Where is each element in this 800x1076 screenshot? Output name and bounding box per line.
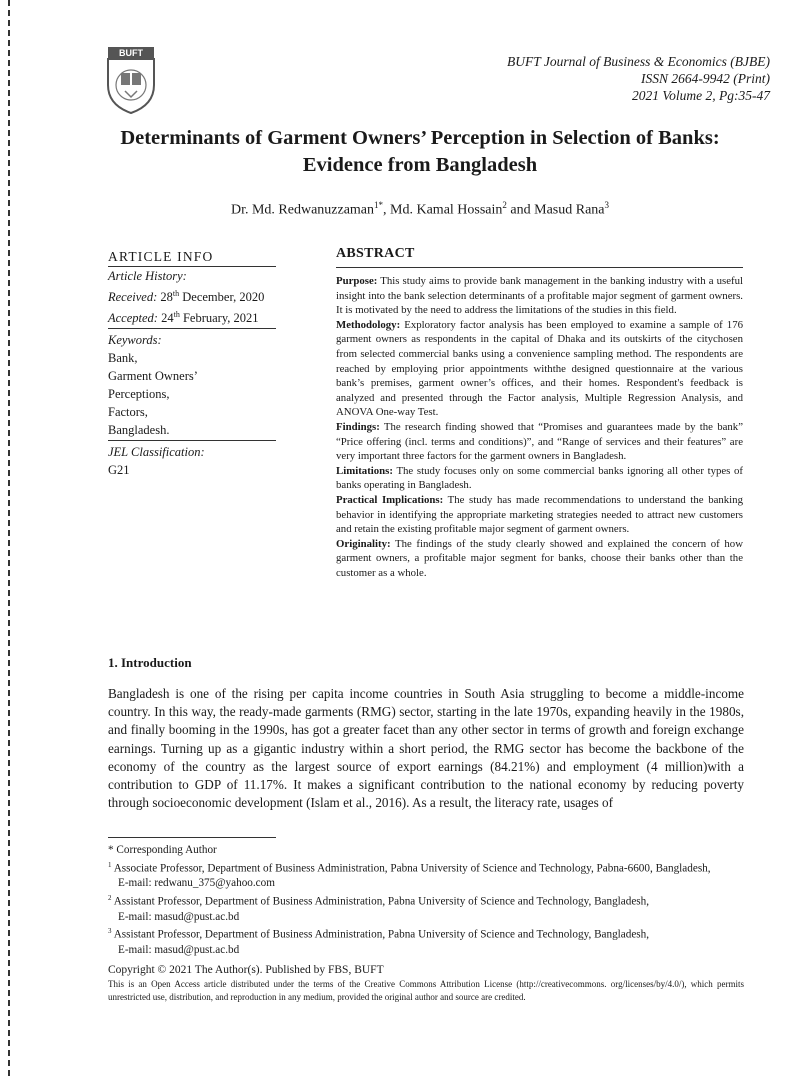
limitations-text: The study focuses only on some commercial banks ignoring all other types of banks operating in Bangladesh. [336,464,743,492]
accepted-label: Accepted: [108,311,158,326]
footnote-3-mark: 3 [108,927,112,936]
abstract-methodology [336,318,743,420]
footnote-1-email: E-mail: redwanu_375@yahoo.com [118,877,275,890]
abstract-findings [336,420,743,464]
footnote-3-text: Assistant Professor, Department of Business Administration, Pabna University of Science and Technology, Bangladesh, [113,929,650,942]
title-line-1: Determinants of Garment Owners’ Perception in Selection of Banks: [120,127,720,149]
accepted-day: 24 [161,311,174,326]
keyword-item: Perceptions, [108,387,170,402]
journal-issn: ISSN 2664-9942 (Print) [641,71,770,86]
logo-text: BUFT [119,48,143,58]
abstract-section [336,246,743,580]
divider [108,440,276,441]
license-text: This is an Open Access article distributed under the terms of the Creative Commons Attribution License (http://creativecommons. org/licenses/by/4.0/), which permits unrestricted use, distribution, and reproduction in any medium, provided the original author and source are credited. [108,979,744,1002]
accepted-rest: February, 2021 [182,311,259,326]
keyword-item: Bank, [108,351,138,366]
title-line-2: Evidence from Bangladesh [302,154,538,176]
introduction-heading: 1. Introduction [108,655,192,670]
author-2: Md. Kamal Hossain [390,202,503,218]
article-info-heading: ARTICLE INFO [108,248,276,267]
originality-label: Originality: [336,537,391,550]
keyword-item: Garment Owners’ [108,369,198,384]
footnote-3-email: E-mail: masud@pust.ac.bd [118,943,240,956]
copyright-block [108,963,744,1003]
findings-text: The research finding showed that “Promises and guarantees made by the bank” “Price offering (incl. terms and conditions)”, and “Range of services and their features” are very important three factors for the garment owners in Bangladesh. [336,420,743,463]
received-suffix: th [172,289,180,298]
keyword-item: Bangladesh. [108,423,170,438]
footnote-2-mark: 2 [108,894,112,903]
author-separator: and [506,202,535,218]
methodology-label: Methodology: [336,318,401,331]
accepted-date [108,306,276,327]
footnote-2 [108,891,744,910]
purpose-label: Purpose: [336,275,378,287]
limitations-label: Limitations: [336,464,393,477]
methodology-text: Exploratory factor analysis has been employed to examine a sample of 176 garment owners as respondents in the capital of Dhaka and its outskirts of the citychosen from selected commercial banks using a convenience sampling method. The respondents are reached by employing prior appointments withthe designed questionnaire at the various bank’s premises, garment owner’s offices, and their homes. Respondent's feedback is analyzed and presented through the Factor analysis, Multiple Regression Analysis, and ANOVA One-way Test. [336,318,744,419]
practical-text: The study has made recommendations to understand the banking behavior in identifying the appropriate marketing strategies needed to attract new customers and retain the existing profitable major segment of garment owners. [336,493,743,536]
abstract-limitations [336,464,743,493]
journal-info [507,53,770,104]
journal-volume: 2021 Volume 2, Pg:35-47 [632,88,770,103]
originality-text: The findings of the study clearly showed and explained the concern of how garment owners, a profitable major segment for banks, choose their banks other than the customer as a whole. [336,537,743,579]
findings-label: Findings: [336,420,380,433]
jel-label: JEL Classification: [108,445,205,460]
abstract-originality [336,537,743,581]
author-1: Dr. Md. Redwanuzzaman [230,202,375,218]
practical-label: Practical Implications: [336,493,444,506]
jel-value: G21 [108,463,130,478]
footnote-1 [108,858,744,877]
abstract-purpose [336,274,743,318]
footnote-2-email: E-mail: masud@pust.ac.bd [118,910,240,923]
article-info-panel [108,248,276,479]
received-day: 28 [160,290,173,305]
abstract-practical [336,493,743,537]
purpose-text: This study aims to provide bank management in the banking industry with a useful insight into the bank selection determinants of a profitable major segment of garment owners. It is motivated by the need to address the limitations of the studies in this field. [336,275,743,317]
divider [108,328,276,329]
keywords-list [108,349,276,439]
received-date [108,285,276,306]
corresponding-author-note: * Corresponding Author [108,844,217,856]
author-2-mark: 2 [502,200,507,210]
received-label: Received: [108,290,158,305]
article-history-label: Article History: [108,269,187,283]
footnote-1-text: Associate Professor, Department of Business Administration, Pabna University of Science and Technology, Pabna-6600, Bangladesh, [113,862,711,875]
copyright-line: Copyright © 2021 The Author(s). Published by FBS, BUFT [108,964,384,976]
keywords-label: Keywords: [108,333,162,348]
introduction-text: Bangladesh is one of the rising per capita income countries in South Asia struggling to become a middle-income country. In this way, the ready-made garments (RMG) sector, starting in the late 1970s, expanding heavily in the 1980s, and finally booming in the 1990s, has got a greater facet than any other sector in terms of growth and foreign exchange earnings. Turning up as a gigantic industry within a short period, the RMG sector has become the backbone of the economy of the country as the largest source of export earnings (84.21%) and employment (4 million)with a contribution to GDP of 11.17%. It makes a significant contribution to the national economy by reducing poverty through socioeconomic development (Islam et al., 2016). As a result, the literacy rate, usages of [108,686,744,811]
journal-name: BUFT Journal of Business & Economics (BJBE) [507,54,770,69]
buft-logo [100,45,162,115]
footnote-3 [108,924,744,943]
received-rest: December, 2020 [182,290,265,305]
footnote-2-text: Assistant Professor, Department of Business Administration, Pabna University of Science and Technology, Bangladesh, [113,895,650,908]
author-list [60,200,780,219]
keyword-item: Factors, [108,405,148,420]
abstract-heading: ABSTRACT [336,246,743,268]
author-3-mark: 3 [604,200,610,210]
author-1-mark: 1* [374,200,384,210]
paper-title [60,125,780,179]
footnote-divider [108,837,276,838]
page-margin-dashed-line [8,0,10,1076]
author-separator: , [383,202,391,218]
buft-crest-icon [100,45,162,115]
accepted-suffix: th [173,310,180,320]
footnotes [108,843,744,958]
footnote-1-mark: 1 [108,860,112,869]
author-3: Masud Rana [534,202,605,218]
